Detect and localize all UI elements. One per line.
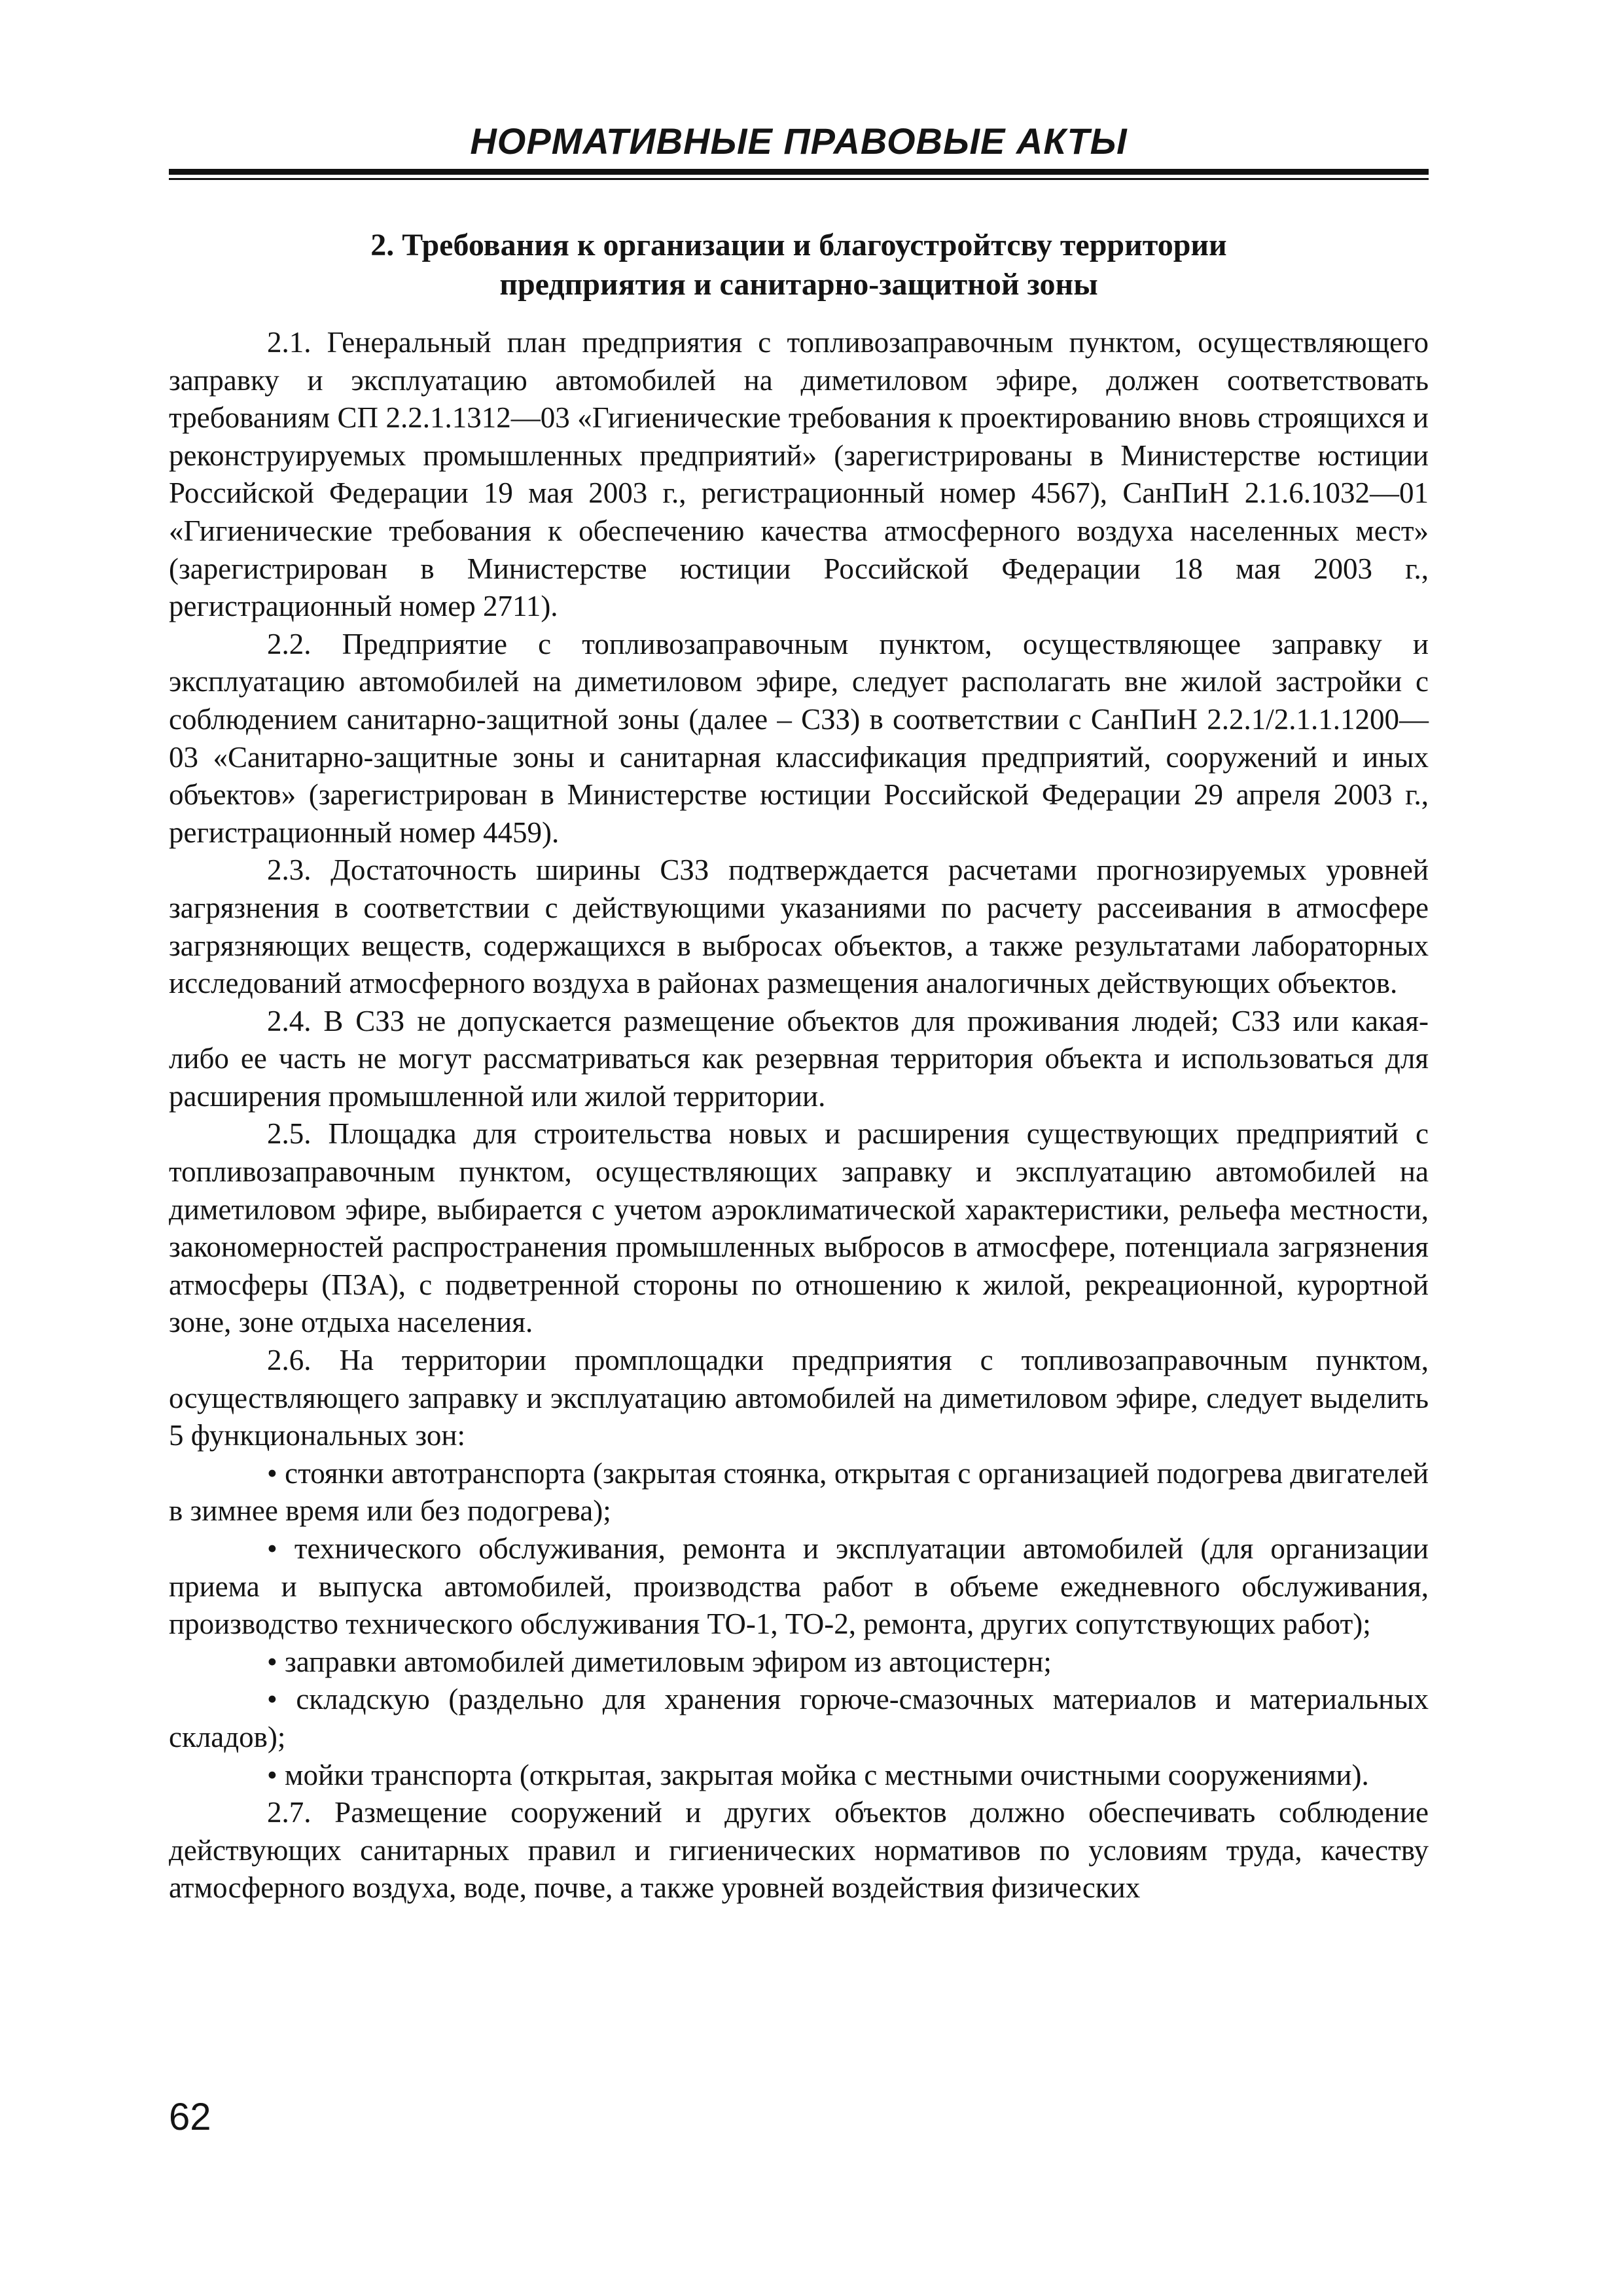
running-header-title: НОРМАТИВНЫЕ ПРАВОВЫЕ АКТЫ	[470, 120, 1128, 162]
list-item-washing: • мойки транспорта (открытая, закрытая мойка с местными очистными сооружениями).	[267, 1758, 1369, 1791]
page-body	[169, 226, 1429, 1907]
paragraph-2-6: 2.6. На территории промплощадки предприятия с топливозаправочным пунктом, осуществляющего заправку и эксплуатацию автомобилей на диметиловом эфире, следует выделить 5 функциональных зон:	[169, 1344, 1429, 1452]
section-title-line-2: предприятия и санитарно-защитной зоны	[499, 267, 1098, 302]
paragraph-2-7: 2.7. Размещение сооружений и других объектов должно обеспечивать соблюдение действующих санитарных правил и гигиенических нормативов по условиям труда, качеству атмосферного воздуха, воде, почве, а также уровней воздействия физических	[169, 1796, 1429, 1905]
running-header	[169, 118, 1429, 180]
section-title-line-1: 2. Требования к организации и благоустройтсву территории	[370, 228, 1227, 262]
list-item-parking: • стоянки автотранспорта (закрытая стоянка, открытая с организацией подогрева двигателей в зимнее время или без подогрева);	[169, 1456, 1429, 1528]
paragraph-2-1: 2.1. Генеральный план предприятия с топливозаправочным пунктом, осуществляющего заправку и эксплуатацию автомобилей на диметиловом эфире, должен соответствовать требованиям СП 2.2.1.1312—03 «Гигиенические требования к проектированию вновь строящихся и реконструируемых промышленных предприятий» (зарегистрированы в Министерстве юстиции Российской Федерации 19 мая 2003 г., регистрационный номер 4567), СанПиН 2.1.6.1032—01 «Гигиенические требования к обеспечению качества атмосферного воздуха населенных мест» (зарегистрирован в Министерстве юстиции Российской Федерации 18 мая 2003 г., регистрационный номер 2711).	[169, 326, 1429, 623]
list-item-maintenance: • технического обслуживания, ремонта и эксплуатации автомобилей (для организации приема и выпуска автомобилей, производства работ в объеме ежедневного обслуживания, производство технического обслуживания ТО-1, ТО-2, ремонта, других сопутствующих работ);	[169, 1532, 1429, 1641]
paragraph-2-4: 2.4. В СЗЗ не допускается размещение объектов для проживания людей; СЗЗ или какая-либо ее часть не могут рассматриваться как резервная территория объекта и использоваться для расширения промышленной или жилой территории.	[169, 1004, 1429, 1113]
paragraph-2-3: 2.3. Достаточность ширины СЗЗ подтверждается расчетами прогнозируемых уровней загрязнения в соответствии с действующими указаниями по расчету рассеивания в атмосфере загрязняющих веществ, содержащихся в выбросах объектов, а также результатами лабораторных исследований атмосферного воздуха в районах размещения аналогичных действующих объектов.	[169, 853, 1429, 1000]
paragraph-2-5: 2.5. Площадка для строительства новых и расширения существующих предприятий с топливозаправочным пунктом, осуществляющих заправку и эксплуатацию автомобилей на диметиловом эфире, выбирается с учетом аэроклиматической характеристики, рельефа местности, закономерностей распространения промышленных выбросов в атмосфере, потенциала загрязнения атмосферы (ПЗА), с подветренной стороны по отношению к жилой, рекреационной, курортной зоне, зоне отдыха населения.	[169, 1117, 1429, 1339]
list-item-fueling: • заправки автомобилей диметиловым эфиром из автоцистерн;	[267, 1645, 1052, 1678]
header-rule-thin	[169, 178, 1429, 180]
header-rule-thick	[169, 169, 1429, 175]
section-title	[169, 226, 1429, 304]
list-item-storage: • складскую (раздельно для хранения горюче-смазочных материалов и материальных складов);	[169, 1683, 1429, 1753]
paragraph-2-2: 2.2. Предприятие с топливозаправочным пунктом, осуществляющее заправку и эксплуатацию автомобилей на диметиловом эфире, следует располагать вне жилой застройки с соблюдением санитарно-защитной зоны (далее – СЗЗ) в соответствии с СанПиН 2.2.1/2.1.1.1200—03 «Санитарно-защитные зоны и санитарная классификация предприятий, сооружений и иных объектов» (зарегистрирован в Министерстве юстиции Российской Федерации 29 апреля 2003 г., регистрационный номер 4459).	[169, 627, 1429, 849]
page-number: 62	[169, 2096, 211, 2138]
